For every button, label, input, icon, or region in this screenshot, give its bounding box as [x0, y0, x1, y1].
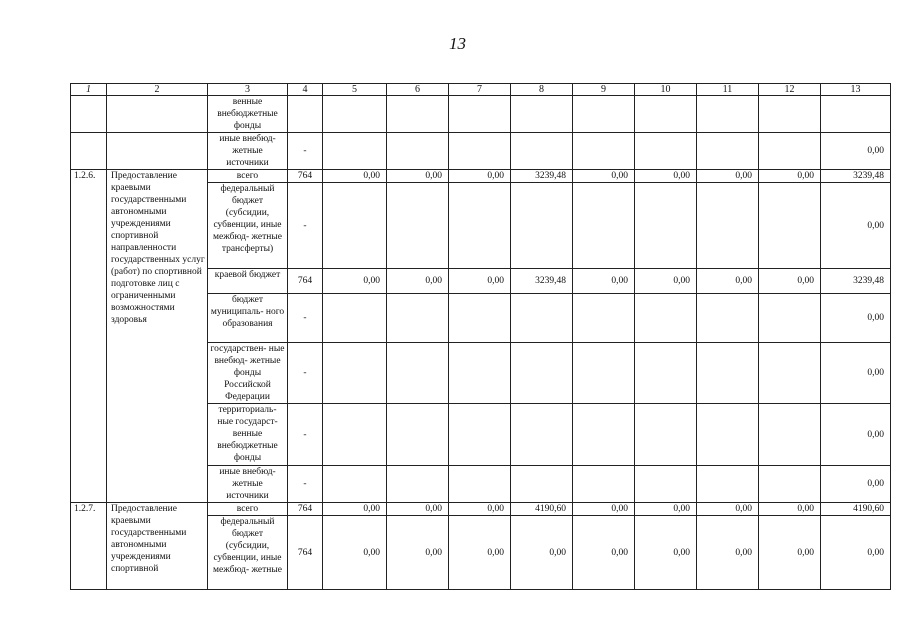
value-cell: 0,00 [759, 170, 821, 183]
value-cell: 0,00 [573, 503, 635, 516]
value-cell: 0,00 [387, 516, 449, 590]
header-cell: 8 [511, 84, 573, 96]
code-cell: - [288, 343, 323, 404]
header-cell: 10 [635, 84, 697, 96]
value-cell: 4190,60 [511, 503, 573, 516]
source-cell: территориаль- ные государст- венные внебюджетные фонды [208, 404, 288, 466]
value-cell: 0,00 [821, 516, 891, 590]
source-cell: венные внебюджетные фонды [208, 96, 288, 133]
header-cell: 2 [107, 84, 208, 96]
code-cell: 764 [288, 170, 323, 183]
value-cell: 0,00 [759, 516, 821, 590]
value-cell: 0,00 [635, 503, 697, 516]
value-cell: 0,00 [821, 133, 891, 170]
table-row [71, 170, 891, 183]
page-number: 13 [449, 34, 466, 53]
value-cell: 0,00 [323, 503, 387, 516]
value-cell: 0,00 [387, 269, 449, 294]
header-cell: 12 [759, 84, 821, 96]
value-cell: 0,00 [759, 503, 821, 516]
value-cell: 0,00 [635, 516, 697, 590]
value-cell: 0,00 [635, 269, 697, 294]
item-number: 1.2.7. [71, 503, 107, 590]
value-cell: 0,00 [573, 170, 635, 183]
value-cell: 0,00 [449, 503, 511, 516]
source-cell: всего [208, 503, 288, 516]
header-cell: 4 [288, 84, 323, 96]
value-cell: 0,00 [323, 170, 387, 183]
value-cell: 0,00 [821, 183, 891, 269]
header-cell: 13 [821, 84, 891, 96]
source-cell: федеральный бюджет (субсидии, субвенции, иные межбюд- жетные [208, 516, 288, 590]
table-row [71, 96, 891, 133]
value-cell: 0,00 [511, 516, 573, 590]
source-cell: иные внебюд- жетные источники [208, 133, 288, 170]
table-row [71, 133, 891, 170]
source-cell: государствен- ные внебюд- жетные фонды Российской Федерации [208, 343, 288, 404]
value-cell: 0,00 [323, 269, 387, 294]
value-cell: 0,00 [387, 170, 449, 183]
value-cell: 0,00 [449, 269, 511, 294]
value-cell: 4190,60 [821, 503, 891, 516]
code-cell: - [288, 183, 323, 269]
value-cell: 0,00 [821, 466, 891, 503]
value-cell: 0,00 [697, 503, 759, 516]
source-cell: бюджет муниципаль- ного образования [208, 294, 288, 343]
value-cell: 0,00 [759, 269, 821, 294]
value-cell: 3239,48 [821, 269, 891, 294]
header-cell: 1 [71, 84, 107, 96]
value-cell: 0,00 [387, 503, 449, 516]
code-cell: - [288, 466, 323, 503]
value-cell: 0,00 [821, 343, 891, 404]
table-row [71, 503, 891, 516]
source-cell: федеральный бюджет (субсидии, субвенции, иные межбюд- жетные трансферты) [208, 183, 288, 269]
code-cell: - [288, 133, 323, 170]
value-cell: 0,00 [449, 516, 511, 590]
value-cell: 3239,48 [511, 269, 573, 294]
header-cell: 5 [323, 84, 387, 96]
code-cell: 764 [288, 516, 323, 590]
code-cell: - [288, 294, 323, 343]
value-cell: 3239,48 [511, 170, 573, 183]
item-name: Предоставление краевыми государственными автономными учреждениями спортивной направленности государственных услуг (работ) по спортивной подготовке лиц с ограниченными возможностями здоровья [107, 170, 208, 503]
header-cell: 3 [208, 84, 288, 96]
code-cell: 764 [288, 503, 323, 516]
source-cell: всего [208, 170, 288, 183]
budget-table [70, 83, 891, 590]
value-cell: 0,00 [697, 516, 759, 590]
value-cell: 0,00 [821, 294, 891, 343]
source-cell: краевой бюджет [208, 269, 288, 294]
value-cell: 0,00 [449, 170, 511, 183]
item-number: 1.2.6. [71, 170, 107, 503]
value-cell: 0,00 [635, 170, 697, 183]
value-cell: 0,00 [697, 269, 759, 294]
header-row [71, 84, 891, 96]
value-cell: 3239,48 [821, 170, 891, 183]
value-cell: 0,00 [323, 516, 387, 590]
header-cell: 7 [449, 84, 511, 96]
value-cell: 0,00 [697, 170, 759, 183]
header-cell: 9 [573, 84, 635, 96]
value-cell: 0,00 [573, 269, 635, 294]
code-cell: 764 [288, 269, 323, 294]
value-cell: 0,00 [573, 516, 635, 590]
source-cell: иные внебюд- жетные источники [208, 466, 288, 503]
code-cell: - [288, 404, 323, 466]
header-cell: 6 [387, 84, 449, 96]
header-cell: 11 [697, 84, 759, 96]
value-cell: 0,00 [821, 404, 891, 466]
item-name: Предоставление краевыми государственными автономными учреждениями спортивной [107, 503, 208, 590]
